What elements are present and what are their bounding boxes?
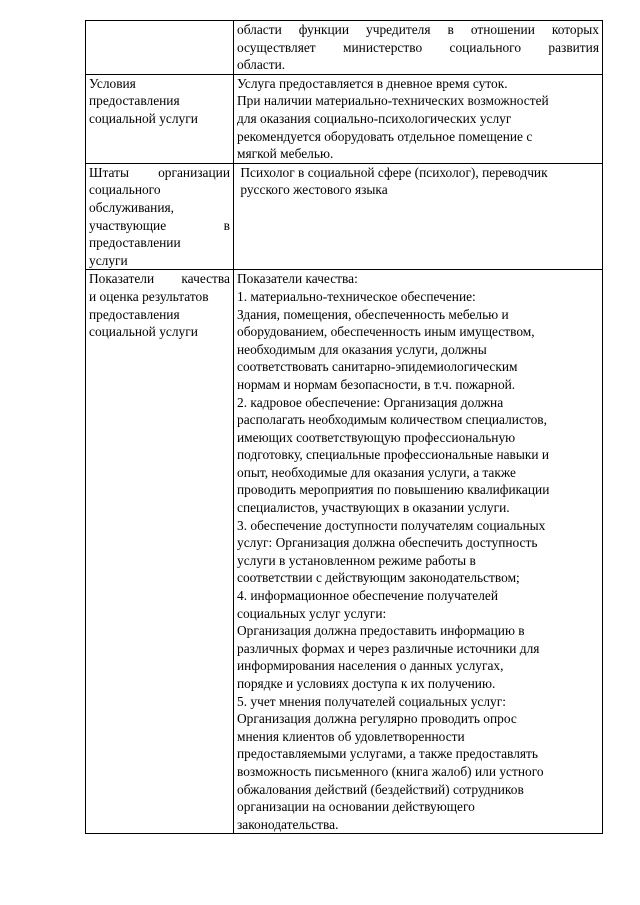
- content-line: Показатели качества:: [237, 271, 358, 287]
- row-content-cell: [234, 270, 603, 834]
- content-line: услуги в установленном режиме работы в: [237, 552, 476, 568]
- content-line: рекомендуется оборудовать отдельное помещение с: [237, 128, 533, 144]
- content-line: имеющих соответствующую профессиональную: [237, 429, 516, 445]
- label-line: предоставления: [89, 306, 180, 322]
- content-line: При наличии материально-технических возможностей: [237, 93, 549, 109]
- row-label-cell: [86, 74, 234, 163]
- content-line: соответствии с действующим законодательством;: [237, 570, 520, 586]
- content-line: оборудованием, обеспеченность иным имуществом,: [237, 324, 535, 340]
- row-label-cell: [86, 270, 234, 834]
- label-line: обслуживания,: [89, 199, 174, 215]
- row-content-cell: [234, 21, 603, 75]
- content-line: специалистов, участвующих в оказании услуги.: [237, 500, 510, 516]
- label-line: социальной услуги: [89, 324, 198, 340]
- content-line: соответствовать санитарно-эпидемиологическим: [237, 359, 518, 375]
- content-line: Организация должна предоставить информацию в: [237, 623, 525, 639]
- row-content-cell: [234, 163, 603, 270]
- content-line: порядке и условиях доступа к их получению.: [237, 676, 496, 691]
- content-line: социальных услуг услуги:: [237, 605, 387, 621]
- content-line: организации на основании действующего: [237, 799, 475, 815]
- content-line: нормам и нормам безопасности, в т.ч. пожарной.: [237, 376, 516, 392]
- content-line: 3. обеспечение доступности получателям социальных: [237, 517, 546, 533]
- content-line: предоставляемыми услугами, а также предоставлять: [237, 746, 538, 762]
- content-line: необходимым для оказания услуги, должны: [237, 341, 487, 357]
- label-line: участвующие в: [89, 217, 230, 233]
- row-label-cell: [86, 21, 234, 75]
- table-row: [86, 163, 603, 270]
- table-row: [86, 21, 603, 75]
- content-line: услуг: Организация должна обеспечить доступность: [237, 535, 538, 551]
- content-line: законодательства.: [237, 816, 339, 832]
- content-line: Услуга предоставляется в дневное время суток.: [237, 75, 508, 91]
- content-line: 4. информационное обеспечение получателей: [237, 588, 499, 604]
- content-line: проводить мероприятия по повышению квалификации: [237, 482, 550, 498]
- content-line: различных формах и через различные источники для: [237, 640, 540, 656]
- label-line: социальной услуги: [89, 110, 198, 126]
- label-line: и оценка результатов: [89, 288, 209, 304]
- label-line: предоставления: [89, 93, 180, 109]
- label-line: Условия: [89, 75, 136, 91]
- label-line: услуги: [89, 252, 128, 268]
- table-row: [86, 74, 603, 163]
- content-line: для оказания социально-психологических услуг: [237, 110, 512, 126]
- table-row: [86, 270, 603, 834]
- content-line: мнения клиентов об удовлетворенности: [237, 728, 465, 744]
- row-label-cell: [86, 163, 234, 270]
- content-line: подготовку, специальные профессиональные навыки и: [237, 447, 550, 463]
- content-line: русского жестового языка: [237, 182, 388, 198]
- content-line: обжалования действий (бездействий) сотрудников: [237, 781, 524, 797]
- content-line: располагать необходимым количеством специалистов,: [237, 412, 547, 428]
- content-line: мягкой мебелью.: [237, 146, 334, 162]
- label-line: социального: [89, 182, 161, 198]
- label-line: Штаты организации: [89, 164, 230, 180]
- content-line: 1. материально-техническое обеспечение:: [237, 288, 476, 304]
- label-line: Показатели качества: [89, 271, 230, 287]
- content-line: области.: [237, 57, 286, 73]
- content-line: возможность письменного (книга жалоб) или устного: [237, 763, 544, 779]
- content-line: информирования населения о данных услугах,: [237, 658, 504, 674]
- content-line: области функции учредителя в отношении которых: [237, 22, 599, 37]
- content-line: осуществляет министерство социального развития: [237, 39, 599, 55]
- row-content-cell: [234, 74, 603, 163]
- content-line: 2. кадровое обеспечение: Организация должна: [237, 394, 504, 410]
- content-line: Здания, помещения, обеспеченность мебелью и: [237, 306, 509, 322]
- services-standard-table: [85, 20, 603, 834]
- content-line: опыт, необходимые для оказания услуги, а также: [237, 464, 516, 480]
- label-line: предоставлении: [89, 235, 181, 251]
- content-line: 5. учет мнения получателей социальных услуг:: [237, 693, 506, 709]
- content-line: Организация должна регулярно проводить опрос: [237, 711, 517, 727]
- content-line: Психолог в социальной сфере (психолог), переводчик: [237, 164, 548, 180]
